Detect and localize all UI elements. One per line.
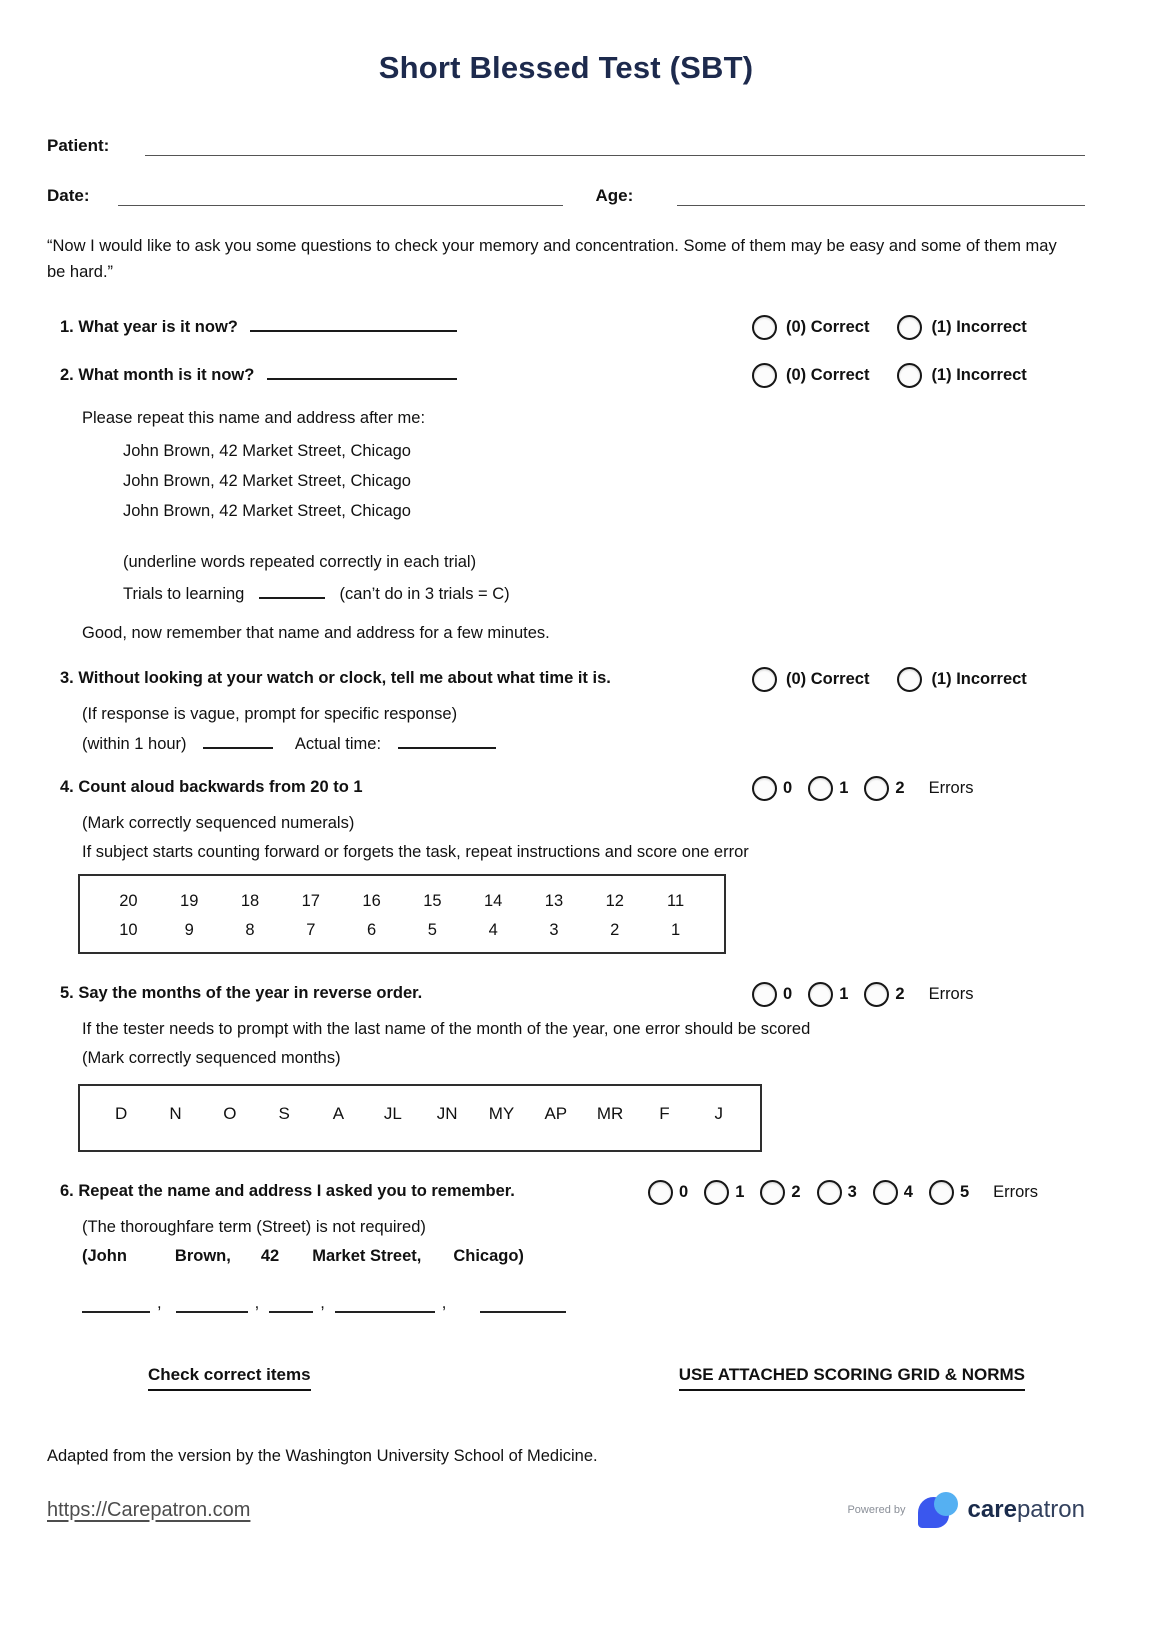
month-cell[interactable]: F: [659, 1104, 670, 1123]
q6-radio-1[interactable]: [704, 1180, 729, 1205]
scoring-grid-note: USE ATTACHED SCORING GRID & NORMS: [679, 1365, 1025, 1391]
number-cell[interactable]: 8: [245, 921, 255, 939]
q4-option-2-label: 2: [895, 779, 905, 797]
month-cell[interactable]: J: [714, 1104, 724, 1123]
blank-comma: ,: [441, 1294, 447, 1312]
q3-options: [752, 667, 1027, 692]
q2-incorrect-radio[interactable]: [897, 363, 922, 388]
carepatron-logo-icon: [918, 1492, 960, 1528]
q5-options: [752, 982, 973, 1007]
number-cell[interactable]: 4: [488, 921, 498, 939]
question-1: [60, 317, 1085, 345]
response-blank-3[interactable]: [269, 1299, 313, 1313]
q3-incorrect-radio[interactable]: [897, 667, 922, 692]
q6-option-2-label: 2: [791, 1183, 801, 1201]
q4-errors-label: Errors: [928, 779, 974, 797]
numbers-grid: [78, 874, 726, 954]
number-cell[interactable]: 1: [670, 921, 681, 939]
number-cell[interactable]: 18: [240, 892, 260, 910]
question-2: [60, 365, 1085, 393]
powered-by-block: [847, 1492, 1085, 1528]
q2-correct-option[interactable]: [752, 363, 869, 388]
carepatron-wordmark: [968, 1496, 1085, 1524]
date-label: Date:: [47, 186, 90, 205]
within-hour-field[interactable]: [203, 734, 273, 749]
footer-actions: [47, 1365, 1085, 1391]
remember-note: Good, now remember that name and address for a few minutes.: [82, 624, 550, 642]
q2-correct-radio[interactable]: [752, 363, 777, 388]
q1-incorrect-radio[interactable]: [897, 315, 922, 340]
q4-radio-1[interactable]: [808, 776, 833, 801]
patient-field[interactable]: [145, 136, 1085, 156]
q6-option-3[interactable]: [817, 1180, 857, 1205]
q2-options: [752, 363, 1027, 388]
number-cell[interactable]: 2: [610, 921, 620, 939]
date-field[interactable]: [118, 186, 563, 206]
number-cell[interactable]: 20: [119, 892, 138, 910]
q6-option-3-label: 3: [847, 1183, 857, 1201]
month-cell[interactable]: D: [115, 1104, 128, 1123]
page-footer: [47, 1492, 1085, 1528]
q3-time-line: [82, 734, 1085, 754]
q4-note1: (Mark correctly sequenced numerals): [82, 814, 355, 832]
q5-option-0-label: 0: [783, 985, 793, 1003]
date-age-row: [47, 186, 1085, 206]
q6-radio-5[interactable]: [929, 1180, 954, 1205]
month-cell[interactable]: AP: [544, 1104, 568, 1123]
patient-row: [47, 136, 1085, 156]
numbers-row-2: [98, 921, 706, 940]
number-cell[interactable]: 7: [306, 921, 316, 939]
q6-answer-key: [82, 1247, 1085, 1266]
q1-options: [752, 315, 1027, 340]
q5-option-2[interactable]: [864, 982, 904, 1007]
q1-label: 1. What year is it now?: [60, 318, 238, 336]
repeat-instruction: Please repeat this name and address after me:: [82, 409, 426, 427]
number-cell[interactable]: 14: [484, 892, 503, 910]
carepatron-link[interactable]: https://Carepatron.com: [47, 1498, 251, 1521]
number-cell[interactable]: 13: [544, 892, 564, 910]
trials-field[interactable]: [259, 584, 325, 599]
q6-option-4[interactable]: [873, 1180, 913, 1205]
q4-option-2[interactable]: [864, 776, 904, 801]
number-cell[interactable]: 15: [423, 892, 442, 910]
q5-radio-1[interactable]: [808, 982, 833, 1007]
q2-incorrect-option[interactable]: [897, 363, 1026, 388]
q3-incorrect-option[interactable]: [897, 667, 1026, 692]
name-address-line: John Brown, 42 Market Street, Chicago: [123, 472, 411, 490]
blank-comma: ,: [254, 1294, 260, 1312]
q6-radio-4[interactable]: [873, 1180, 898, 1205]
q6-radio-0[interactable]: [648, 1180, 673, 1205]
month-cell[interactable]: MR: [596, 1104, 624, 1123]
q6-radio-2[interactable]: [760, 1180, 785, 1205]
number-cell[interactable]: 17: [301, 892, 320, 910]
q4-option-0[interactable]: [752, 776, 792, 801]
q4-label: 4. Count aloud backwards from 20 to 1: [60, 778, 363, 796]
question-3: [60, 669, 1085, 697]
months-row: [94, 1104, 746, 1124]
q2-incorrect-label: (1) Incorrect: [931, 366, 1027, 384]
q6-note1: (The thoroughfare term (Street) is not required): [82, 1218, 426, 1236]
name-address-line: John Brown, 42 Market Street, Chicago: [123, 442, 411, 460]
q6-option-4-label: 4: [903, 1183, 913, 1201]
q6-errors-label: Errors: [993, 1183, 1039, 1201]
q3-correct-label: (0) Correct: [786, 670, 870, 688]
blank-comma: ,: [157, 1294, 162, 1312]
q1-incorrect-option[interactable]: [897, 315, 1026, 340]
numbers-row-1: [98, 892, 706, 911]
month-cell[interactable]: JL: [383, 1104, 402, 1123]
q4-radio-0[interactable]: [752, 776, 777, 801]
q5-option-1[interactable]: [808, 982, 848, 1007]
q6-option-1-label: 1: [735, 1183, 745, 1201]
q3-note: (If response is vague, prompt for specific response): [82, 705, 458, 723]
blank-comma: ,: [320, 1294, 325, 1312]
response-blank-4[interactable]: [335, 1299, 435, 1313]
q4-option-1[interactable]: [808, 776, 848, 801]
q6-option-1[interactable]: [704, 1180, 744, 1205]
answer-word: Market Street,: [312, 1247, 422, 1265]
within-hour-label: (within 1 hour): [82, 735, 187, 753]
response-blank-1[interactable]: [82, 1299, 150, 1313]
answer-word: (John: [82, 1247, 127, 1265]
number-cell[interactable]: 10: [119, 921, 138, 939]
question-5: [60, 984, 1085, 1012]
q4-options: [752, 776, 973, 801]
q4-option-1-label: 1: [839, 779, 849, 797]
month-cell[interactable]: MY: [488, 1104, 515, 1123]
q2-correct-label: (0) Correct: [786, 366, 870, 384]
check-correct-items-link[interactable]: Check correct items: [148, 1365, 311, 1391]
q2-label: 2. What month is it now?: [60, 366, 255, 384]
number-cell[interactable]: 16: [362, 892, 381, 910]
q5-option-1-label: 1: [839, 985, 849, 1003]
q6-option-5-label: 5: [959, 1183, 970, 1201]
number-cell[interactable]: 19: [180, 892, 199, 910]
q5-note2: (Mark correctly sequenced months): [82, 1049, 341, 1067]
intro-text: “Now I would like to ask you some questions to check your memory and concentration. Some of them may be easy and some of them may be hard.”: [47, 237, 1057, 281]
q3-label: 3. Without looking at your watch or clock, tell me about what time it is.: [60, 669, 611, 687]
q1-correct-radio[interactable]: [752, 315, 777, 340]
age-label: Age:: [595, 186, 634, 205]
name-address-line: John Brown, 42 Market Street, Chicago: [123, 502, 411, 520]
logo-light-circle: [934, 1492, 958, 1516]
response-blank-2[interactable]: [176, 1299, 248, 1313]
number-cell[interactable]: 9: [184, 921, 194, 939]
q6-radio-3[interactable]: [817, 1180, 842, 1205]
q2-answer-field[interactable]: [267, 365, 457, 380]
q6-option-2[interactable]: [760, 1180, 800, 1205]
underline-note: (underline words repeated correctly in each trial): [123, 553, 477, 571]
q6-option-5[interactable]: [929, 1180, 969, 1205]
answer-word: Chicago): [453, 1247, 524, 1265]
q3-correct-radio[interactable]: [752, 667, 777, 692]
actual-time-label: Actual time:: [294, 735, 382, 753]
q6-label: 6. Repeat the name and address I asked you to remember.: [60, 1182, 515, 1200]
response-blank-5[interactable]: [480, 1299, 566, 1313]
age-field[interactable]: [677, 186, 1085, 206]
q5-radio-0[interactable]: [752, 982, 777, 1007]
q4-option-0-label: 0: [783, 779, 793, 797]
q5-label: 5. Say the months of the year in reverse order.: [60, 984, 423, 1002]
month-cell[interactable]: O: [223, 1104, 237, 1123]
trials-note: (can’t do in 3 trials = C): [339, 585, 510, 603]
actual-time-field[interactable]: [398, 734, 496, 749]
q6-option-0[interactable]: [648, 1180, 688, 1205]
brand-care: care: [967, 1496, 1017, 1523]
q6-response-blanks: [82, 1294, 1085, 1313]
q4-radio-2[interactable]: [864, 776, 889, 801]
q1-answer-field[interactable]: [250, 317, 457, 332]
q3-correct-option[interactable]: [752, 667, 869, 692]
powered-by-label: Powered by: [847, 1504, 906, 1516]
month-cell[interactable]: JN: [436, 1104, 458, 1123]
q5-note1: If the tester needs to prompt with the last name of the month of the year, one error should be scored: [82, 1020, 811, 1038]
month-cell[interactable]: N: [169, 1104, 182, 1123]
q5-option-2-label: 2: [895, 985, 905, 1003]
q5-option-0[interactable]: [752, 982, 792, 1007]
q3-incorrect-label: (1) Incorrect: [931, 670, 1027, 688]
trials-label: Trials to learning: [123, 585, 245, 603]
number-cell[interactable]: 3: [549, 921, 559, 939]
q1-correct-label: (0) Correct: [786, 318, 870, 336]
number-cell[interactable]: 5: [427, 921, 437, 939]
trials-line: [123, 584, 1085, 604]
q5-radio-2[interactable]: [864, 982, 889, 1007]
patient-label: Patient:: [47, 136, 110, 155]
q6-options: [648, 1180, 1038, 1205]
page-title: Short Blessed Test (SBT): [378, 50, 754, 85]
answer-word: 42: [260, 1247, 280, 1265]
month-cell[interactable]: S: [278, 1104, 290, 1123]
number-cell[interactable]: 6: [366, 921, 377, 939]
question-6: [60, 1182, 1085, 1210]
adapted-note: Adapted from the version by the Washington University School of Medicine.: [47, 1447, 598, 1465]
question-4: [60, 778, 1085, 806]
q1-correct-option[interactable]: [752, 315, 869, 340]
q1-incorrect-label: (1) Incorrect: [931, 318, 1027, 336]
number-cell[interactable]: 12: [605, 892, 624, 910]
month-cell[interactable]: A: [332, 1104, 345, 1123]
brand-patron: patron: [1016, 1496, 1085, 1523]
months-grid: [78, 1084, 762, 1152]
q5-errors-label: Errors: [928, 985, 974, 1003]
q6-option-0-label: 0: [679, 1183, 689, 1201]
q4-note2: If subject starts counting forward or forgets the task, repeat instructions and score one error: [82, 843, 749, 861]
number-cell[interactable]: 11: [667, 892, 685, 910]
answer-word: Brown,: [174, 1247, 231, 1265]
